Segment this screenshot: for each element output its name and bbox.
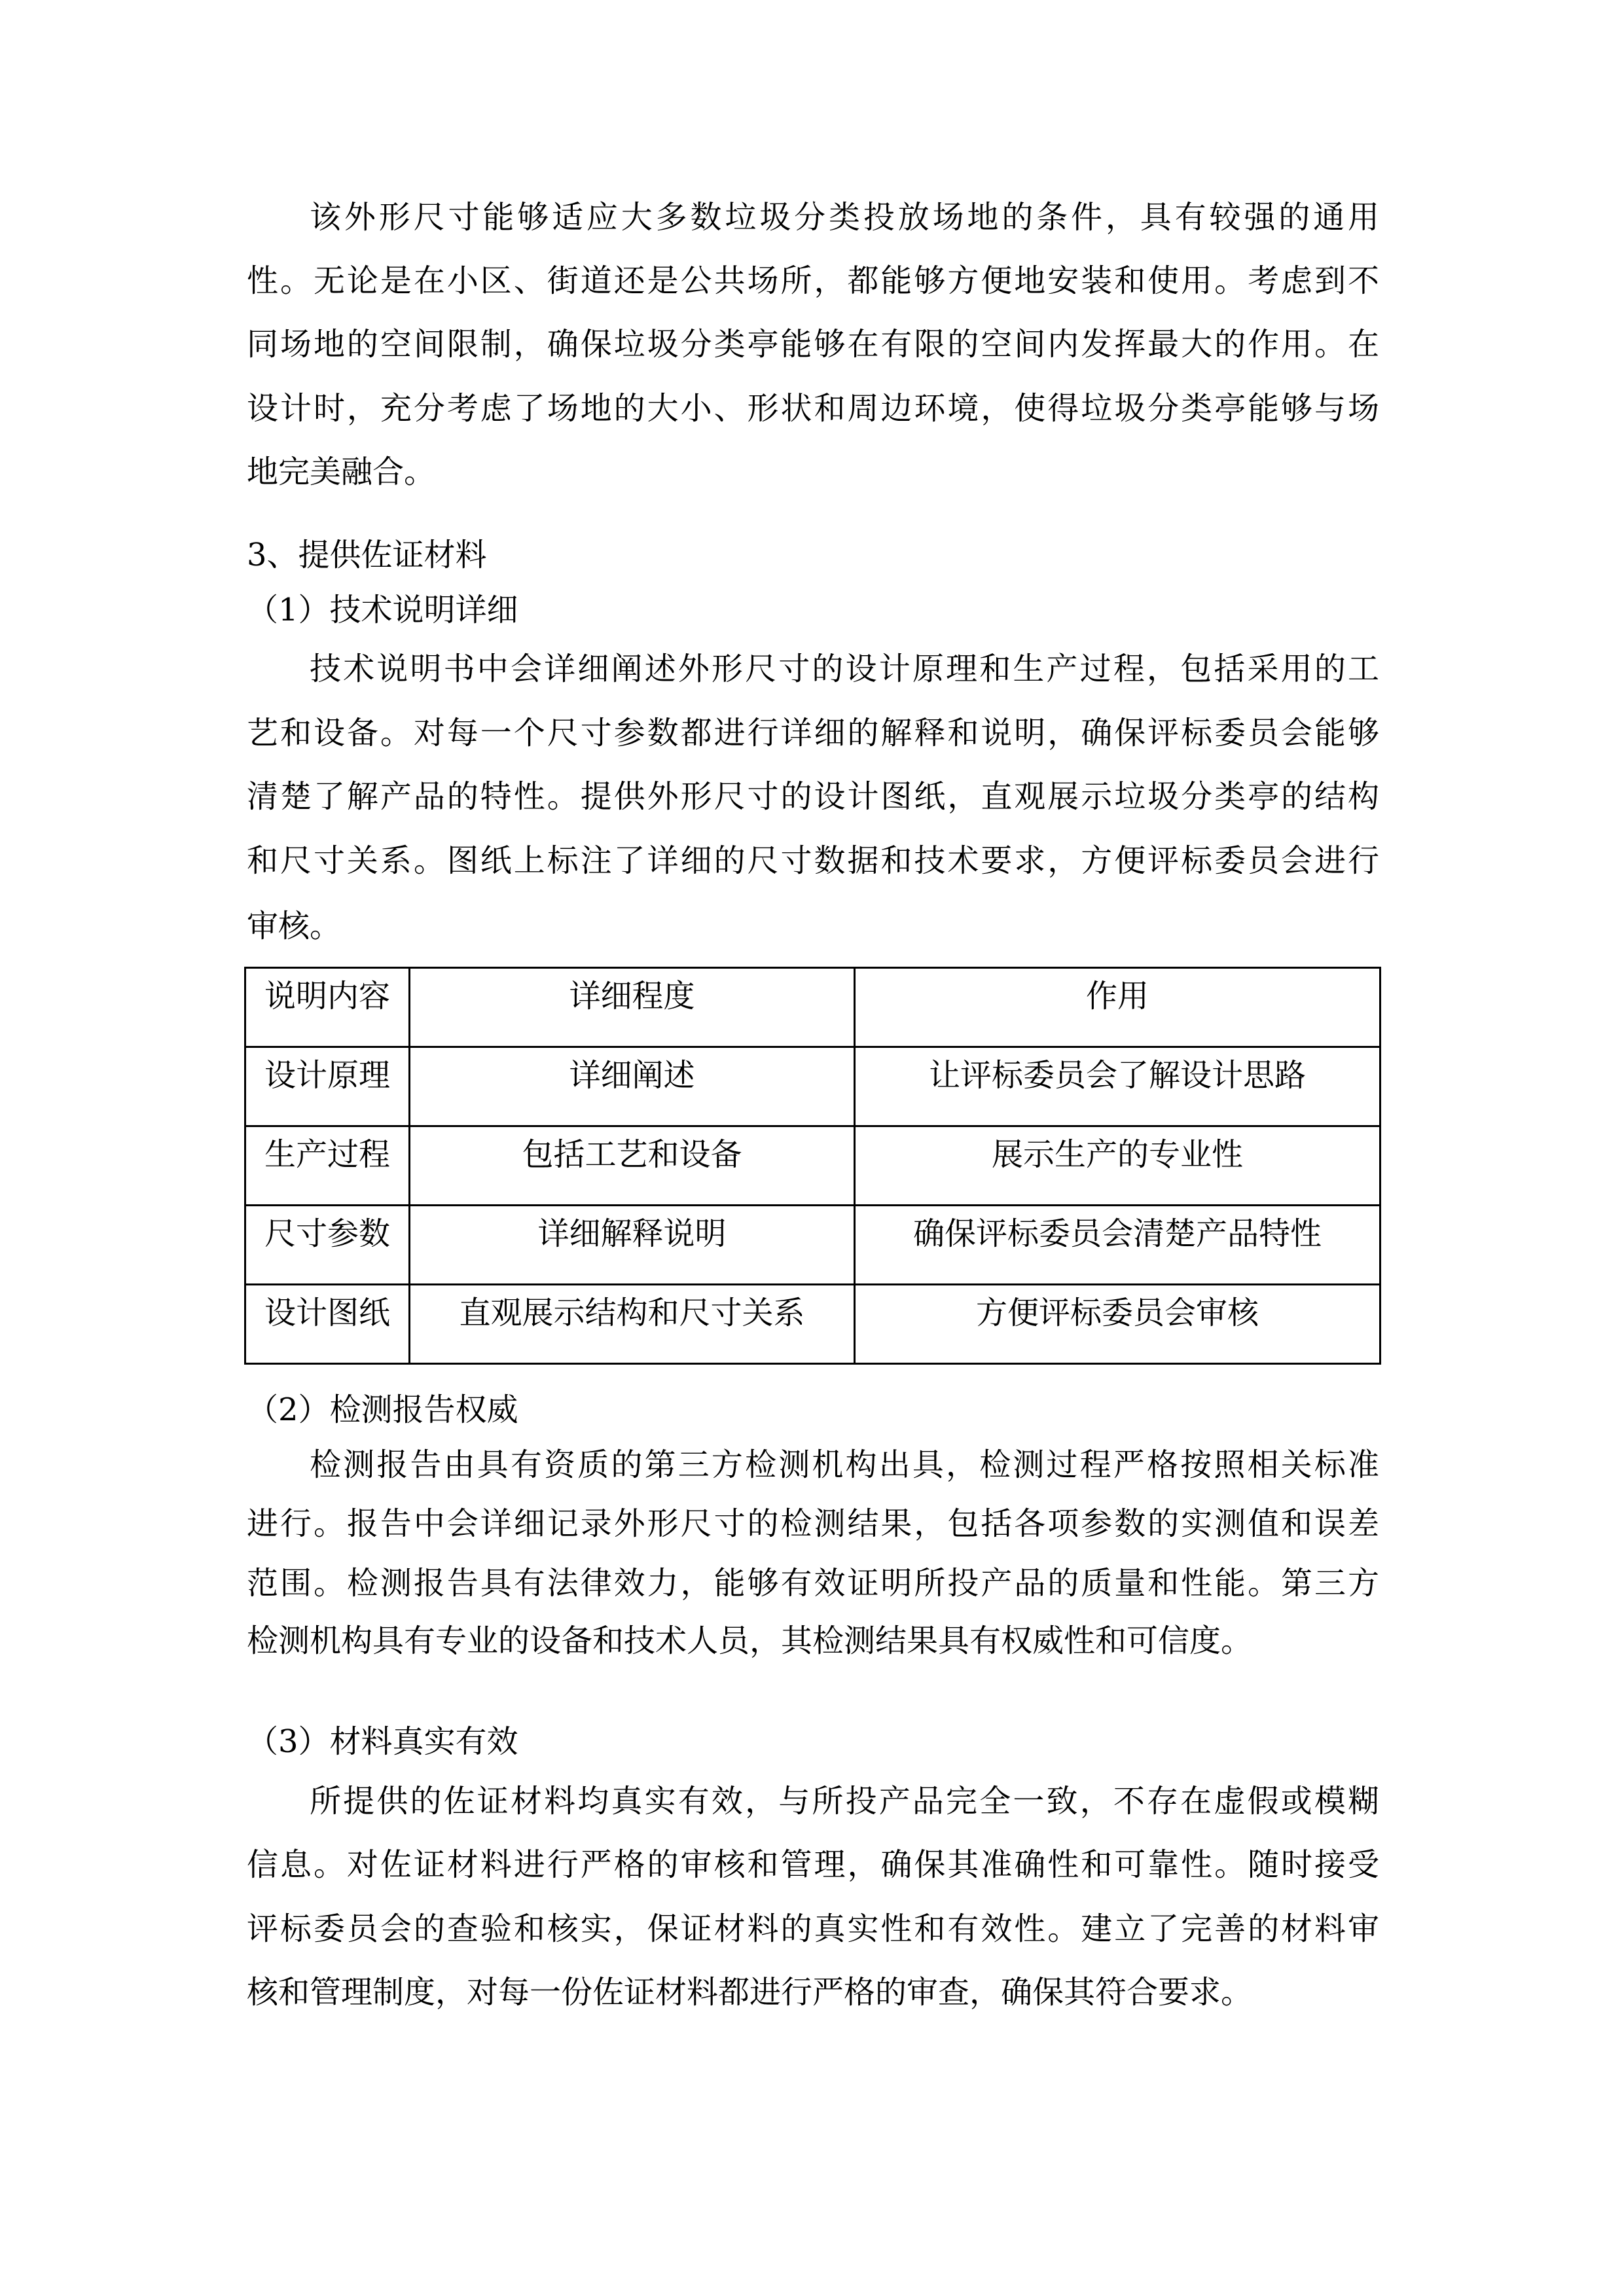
table-cell: 设计图纸 — [245, 1285, 410, 1364]
text-line: 核和管理制度，对每一份佐证材料都进行严格的审查，确保其符合要求。 — [247, 1974, 1253, 2011]
text-line: 地完美融合。 — [247, 454, 436, 490]
table-header-cell: 作用 — [855, 968, 1380, 1047]
table-cell: 让评标委员会了解设计思路 — [855, 1047, 1380, 1126]
table-header-cell: 详细程度 — [410, 968, 855, 1047]
table-cell: 设计原理 — [245, 1047, 410, 1126]
section-heading: 3、提供佐证材料 — [247, 537, 487, 573]
text-line: 进行。报告中会详细记录外形尺寸的检测结果，包括各项参数的实测值和误差 — [247, 1505, 1379, 1542]
subsection-heading-3: （3）材料真实有效 — [247, 1723, 518, 1760]
description-table — [244, 967, 1381, 1365]
table-cell: 确保评标委员会清楚产品特性 — [855, 1206, 1380, 1285]
table-row — [245, 1047, 1380, 1126]
table-cell: 生产过程 — [245, 1126, 410, 1206]
table-cell: 详细阐述 — [410, 1047, 855, 1126]
text-line: 检测机构具有专业的设备和技术人员，其检测结果具有权威性和可信度。 — [247, 1623, 1253, 1659]
text-line: 技术说明书中会详细阐述外形尺寸的设计原理和生产过程，包括采用的工 — [310, 651, 1379, 687]
text-line: 设计时，充分考虑了场地的大小、形状和周边环境，使得垃圾分类亭能够与场 — [247, 390, 1379, 427]
subsection-heading-1: （1）技术说明详细 — [247, 592, 518, 628]
text-line: 性。无论是在小区、街道还是公共场所，都能够方便地安装和使用。考虑到不 — [247, 262, 1379, 299]
text-line: 清楚了解产品的特性。提供外形尺寸的设计图纸，直观展示垃圾分类亭的结构 — [247, 778, 1379, 815]
table-cell: 直观展示结构和尺寸关系 — [410, 1285, 855, 1364]
table-cell: 详细解释说明 — [410, 1206, 855, 1285]
text-line: 艺和设备。对每一个尺寸参数都进行详细的解释和说明，确保评标委员会能够 — [247, 715, 1379, 751]
text-line: 该外形尺寸能够适应大多数垃圾分类投放场地的条件，具有较强的通用 — [310, 199, 1379, 236]
text-line: 同场地的空间限制，确保垃圾分类亭能够在有限的空间内发挥最大的作用。在 — [247, 326, 1379, 363]
text-line: 检测报告由具有资质的第三方检测机构出具，检测过程严格按照相关标准 — [310, 1446, 1379, 1483]
table-cell: 尺寸参数 — [245, 1206, 410, 1285]
table-cell: 展示生产的专业性 — [855, 1126, 1380, 1206]
text-line: 所提供的佐证材料均真实有效，与所投产品完全一致，不存在虚假或模糊 — [310, 1783, 1379, 1820]
text-line: 评标委员会的查验和核实，保证材料的真实性和有效性。建立了完善的材料审 — [247, 1910, 1379, 1947]
table-row — [245, 1126, 1380, 1206]
text-line: 范围。检测报告具有法律效力，能够有效证明所投产品的质量和性能。第三方 — [247, 1565, 1379, 1602]
table-row — [245, 1206, 1380, 1285]
text-line: 和尺寸关系。图纸上标注了详细的尺寸数据和技术要求，方便评标委员会进行 — [247, 842, 1379, 879]
text-line: 审核。 — [247, 908, 342, 944]
table-header-row — [245, 968, 1380, 1047]
text-line: 信息。对佐证材料进行严格的审核和管理，确保其准确性和可靠性。随时接受 — [247, 1846, 1379, 1883]
table-cell: 方便评标委员会审核 — [855, 1285, 1380, 1364]
table-cell: 包括工艺和设备 — [410, 1126, 855, 1206]
table-header-cell: 说明内容 — [245, 968, 410, 1047]
table-row — [245, 1285, 1380, 1364]
subsection-heading-2: （2）检测报告权威 — [247, 1391, 518, 1428]
